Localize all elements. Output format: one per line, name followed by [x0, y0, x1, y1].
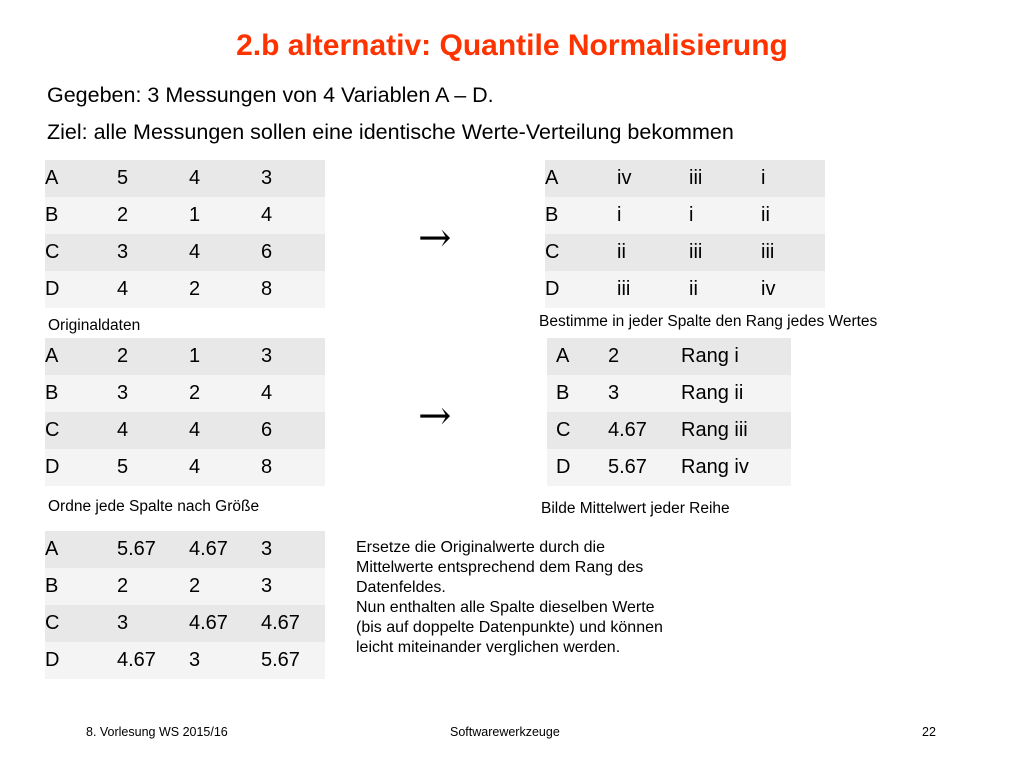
table-row: [45, 375, 325, 412]
rank-table: [545, 160, 825, 308]
table-cell: iv: [761, 271, 825, 308]
table-cell: iii: [689, 234, 761, 271]
table-cell: iii: [761, 234, 825, 271]
table-cell: 4: [189, 412, 261, 449]
table-cell: A: [45, 160, 117, 197]
table-cell: 8: [261, 271, 325, 308]
sorted-table-caption: Ordne jede Spalte nach Größe: [48, 498, 260, 515]
footer-course: Softwarewerkzeuge: [450, 725, 560, 739]
footer-lecture: 8. Vorlesung WS 2015/16: [86, 725, 228, 739]
intro-goal: Ziel: alle Messungen sollen eine identische Werte-Verteilung bekommen: [47, 120, 734, 144]
original-data-caption: Originaldaten: [48, 317, 141, 334]
table-cell: iii: [617, 271, 689, 308]
table-cell: 3: [608, 375, 681, 412]
table-cell: 4: [189, 160, 261, 197]
table-cell: 4: [261, 197, 325, 234]
table-cell: 2: [117, 338, 189, 375]
original-data-table: [45, 160, 325, 308]
table-cell: iii: [689, 160, 761, 197]
table-cell: C: [545, 234, 617, 271]
right-arrow-icon: →: [418, 215, 452, 261]
table-cell: i: [761, 160, 825, 197]
table-cell: D: [45, 449, 117, 486]
table-cell: B: [45, 197, 117, 234]
table-row: [45, 197, 325, 234]
table-row: [545, 160, 825, 197]
table-cell: 5: [117, 160, 189, 197]
table-cell: B: [45, 375, 117, 412]
sorted-table: [45, 338, 325, 486]
table-cell: 2: [189, 375, 261, 412]
table-row: [547, 449, 791, 486]
explanation-line: (bis auf doppelte Datenpunkte) und können: [356, 619, 663, 636]
table-cell: 6: [261, 412, 325, 449]
table-cell: i: [617, 197, 689, 234]
table-cell: C: [45, 412, 117, 449]
table-cell: 4.67: [189, 531, 261, 568]
table-cell: 3: [261, 338, 325, 375]
explanation-line: Ersetze die Originalwerte durch die: [356, 539, 606, 556]
explanation-text: [356, 538, 776, 658]
table-cell: A: [547, 338, 608, 375]
table-cell: 3: [117, 375, 189, 412]
table-cell: 5.67: [261, 642, 325, 679]
table-cell: 6: [261, 234, 325, 271]
table-cell: 5.67: [608, 449, 681, 486]
rank-table-caption: Bestimme in jeder Spalte den Rang jedes Wertes: [539, 313, 878, 330]
table-cell: B: [45, 568, 117, 605]
table-cell: C: [45, 605, 117, 642]
table-cell: Rang iii: [681, 412, 791, 449]
table-cell: D: [45, 642, 117, 679]
table-cell: iv: [617, 160, 689, 197]
right-arrow-icon: →: [418, 393, 452, 439]
explanation-line: Datenfeldes.: [356, 579, 446, 596]
table-row: [545, 234, 825, 271]
explanation-line: Mittelwerte entsprechend dem Rang des: [356, 559, 644, 576]
table-row: [545, 271, 825, 308]
table-row: [45, 605, 325, 642]
table-cell: 5: [117, 449, 189, 486]
table-cell: A: [45, 531, 117, 568]
table-cell: B: [547, 375, 608, 412]
table-row: [547, 412, 791, 449]
table-cell: 1: [189, 338, 261, 375]
table-row: [45, 412, 325, 449]
table-cell: 4.67: [117, 642, 189, 679]
table-cell: ii: [689, 271, 761, 308]
table-cell: 3: [117, 234, 189, 271]
result-table: [45, 531, 325, 679]
table-cell: D: [545, 271, 617, 308]
table-row: [45, 449, 325, 486]
table-cell: 2: [189, 568, 261, 605]
table-cell: 3: [117, 605, 189, 642]
table-cell: 4.67: [189, 605, 261, 642]
table-cell: 5.67: [117, 531, 189, 568]
table-cell: 3: [189, 642, 261, 679]
table-row: [45, 271, 325, 308]
slide-title: 2.b alternativ: Quantile Normalisierung: [236, 29, 788, 62]
table-cell: Rang i: [681, 338, 791, 375]
table-cell: 2: [608, 338, 681, 375]
table-cell: 4: [117, 412, 189, 449]
table-cell: D: [45, 271, 117, 308]
table-cell: B: [545, 197, 617, 234]
means-table: [547, 338, 791, 486]
table-cell: 8: [261, 449, 325, 486]
table-row: [545, 197, 825, 234]
table-cell: ii: [761, 197, 825, 234]
table-row: [45, 234, 325, 271]
table-cell: 3: [261, 160, 325, 197]
table-row: [45, 642, 325, 679]
table-cell: A: [45, 338, 117, 375]
table-cell: 4: [117, 271, 189, 308]
table-cell: 4: [189, 449, 261, 486]
table-cell: 3: [261, 568, 325, 605]
explanation-line: leicht miteinander verglichen werden.: [356, 639, 621, 656]
explanation-line: Nun enthalten alle Spalte dieselben Werte: [356, 599, 655, 616]
table-cell: 4: [189, 234, 261, 271]
table-cell: 4: [261, 375, 325, 412]
intro-given: Gegeben: 3 Messungen von 4 Variablen A – D.: [47, 83, 494, 107]
table-cell: C: [547, 412, 608, 449]
table-row: [45, 531, 325, 568]
table-cell: 2: [117, 568, 189, 605]
table-cell: ii: [617, 234, 689, 271]
table-cell: D: [547, 449, 608, 486]
table-cell: 3: [261, 531, 325, 568]
means-table-caption: Bilde Mittelwert jeder Reihe: [541, 500, 730, 517]
table-cell: Rang iv: [681, 449, 791, 486]
page-number: 22: [922, 725, 936, 739]
table-cell: 1: [189, 197, 261, 234]
table-row: [45, 160, 325, 197]
table-cell: C: [45, 234, 117, 271]
table-cell: i: [689, 197, 761, 234]
table-row: [45, 338, 325, 375]
table-cell: 2: [117, 197, 189, 234]
table-row: [547, 338, 791, 375]
table-cell: 4.67: [608, 412, 681, 449]
table-cell: 4.67: [261, 605, 325, 642]
table-row: [547, 375, 791, 412]
table-row: [45, 568, 325, 605]
table-cell: A: [545, 160, 617, 197]
table-cell: 2: [189, 271, 261, 308]
table-cell: Rang ii: [681, 375, 791, 412]
